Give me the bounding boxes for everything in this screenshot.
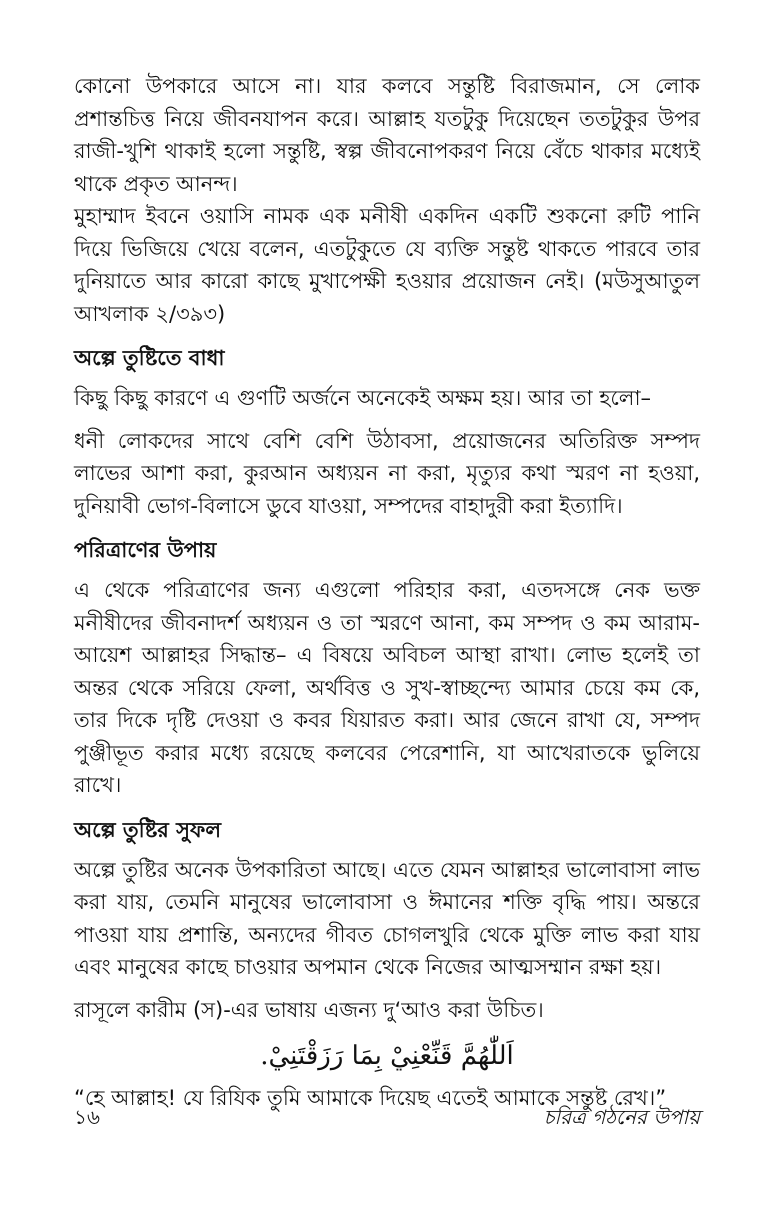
paragraph-dua-intro: রাসূলে কারীম (স)-এর ভাষায় এজন্য দু‘আও করা উচিত। — [74, 997, 544, 1022]
paragraph-ibn-wasi-story: মুহাম্মাদ ইবনে ওয়াসি নামক এক মনীষী একদিন একটি শুকনো রুটি পানি দিয়ে ভিজিয়ে খেয়ে বলেন, এতটুকুতে যে ব্যক্তি সন্তুষ্ট থাকতে পারবে তার দুনিয়াতে আর কারো কাছে মুখাপেক্ষী হওয়ার প্রয়োজন নেই। (মউসুআতুল আখলাক ২/৩৯৩) — [74, 204, 700, 326]
paragraph-obstacles-intro: কিছু কিছু কারণে এ গুণটি অর্জনে অনেকেই অক্ষম হয়। আর তা হলো– — [74, 386, 652, 410]
heading-remedy: পরিত্রাণের উপায় — [74, 538, 217, 562]
arabic-dua: اَللّٰهُمَّ قَنِّعْنِيْ بِمَا رَزَقْتَنِيْ. — [260, 1041, 514, 1071]
dua-translation: “হে আল্লাহ! যে রিযিক তুমি আমাকে দিয়েছ এতেই আমাকে সন্তুষ্ট রেখ।” — [74, 1086, 667, 1110]
paragraph-benefits: অল্পে তুষ্টির অনেক উপকারিতা আছে। এতে যেমন আল্লাহর ভালোবাসা লাভ করা যায়, তেমনি মানুষের ভালোবাসা ও ঈমানের শক্তি বৃদ্ধি পায়। অন্তরে পাওয়া যায় প্রশান্তি, অন্যদের গীবত চোগলখুরি থেকে মুক্তি লাভ করা যায় এবং মানুষের কাছে চাওয়ার অপমান থেকে নিজের আত্মসম্মান রক্ষা হয়। — [74, 857, 700, 979]
paragraph-remedy: এ থেকে পরিত্রাণের জন্য এগুলো পরিহার করা, এতদসঙ্গে নেক ভক্ত মনীষীদের জীবনাদর্শ অধ্যয়ন ও তা স্মরণে আনা, কম সম্পদ ও কম আরাম-আয়েশ আল্লাহর সিদ্ধান্ত– এ বিষয়ে অবিচল আস্থা রাখা। লোভ হলেই তা অন্তর থেকে সরিয়ে ফেলা, অর্থবিত্ত ও সুখ-স্বাচ্ছন্দ্যে আমার চেয়ে কম কে, তার দিকে দৃষ্টি দেওয়া ও কবর যিয়ারত করা। আর জেনে রাখা যে, সম্পদ পুঞ্জীভূত করার মধ্যে রয়েছে কলবের পেরেশানি, যা আখেরাতকে ভুলিয়ে রাখে। — [74, 578, 700, 797]
paragraph-contentment-intro: কোনো উপকারে আসে না। যার কলবে সন্তুষ্টি বিরাজমান, সে লোক প্রশান্তচিত্ত নিয়ে জীবনযাপন করে। আল্লাহ যতটুকু দিয়েছেন ততটুকুর উপর রাজী-খুশি থাকাই হলো সন্তুষ্টি, স্বল্প জীবনোপকরণ নিয়ে বেঁচে থাকার মধ্যেই থাকে প্রকৃত আনন্দ। — [74, 74, 700, 196]
paragraph-obstacles-list: ধনী লোকদের সাথে বেশি বেশি উঠাবসা, প্রয়োজনের অতিরিক্ত সম্পদ লাভের আশা করা, কুরআন অধ্যয়ন না করা, মৃত্যুর কথা স্মরণ না হওয়া, দুনিয়াবী ভোগ-বিলাসে ডুবে যাওয়া, সম্পদের বাহাদুরী করা ইত্যাদি। — [74, 428, 700, 518]
running-book-title: চরিত্র গঠনের উপায় — [543, 1105, 700, 1129]
page-footer — [74, 1102, 700, 1132]
heading-benefits: অল্পে তুষ্টির সুফল — [74, 817, 222, 842]
page-body — [74, 70, 700, 1114]
heading-obstacles: অল্পে তুষ্টিতে বাধা — [74, 346, 225, 370]
page-number: ১৬ — [74, 1105, 100, 1129]
